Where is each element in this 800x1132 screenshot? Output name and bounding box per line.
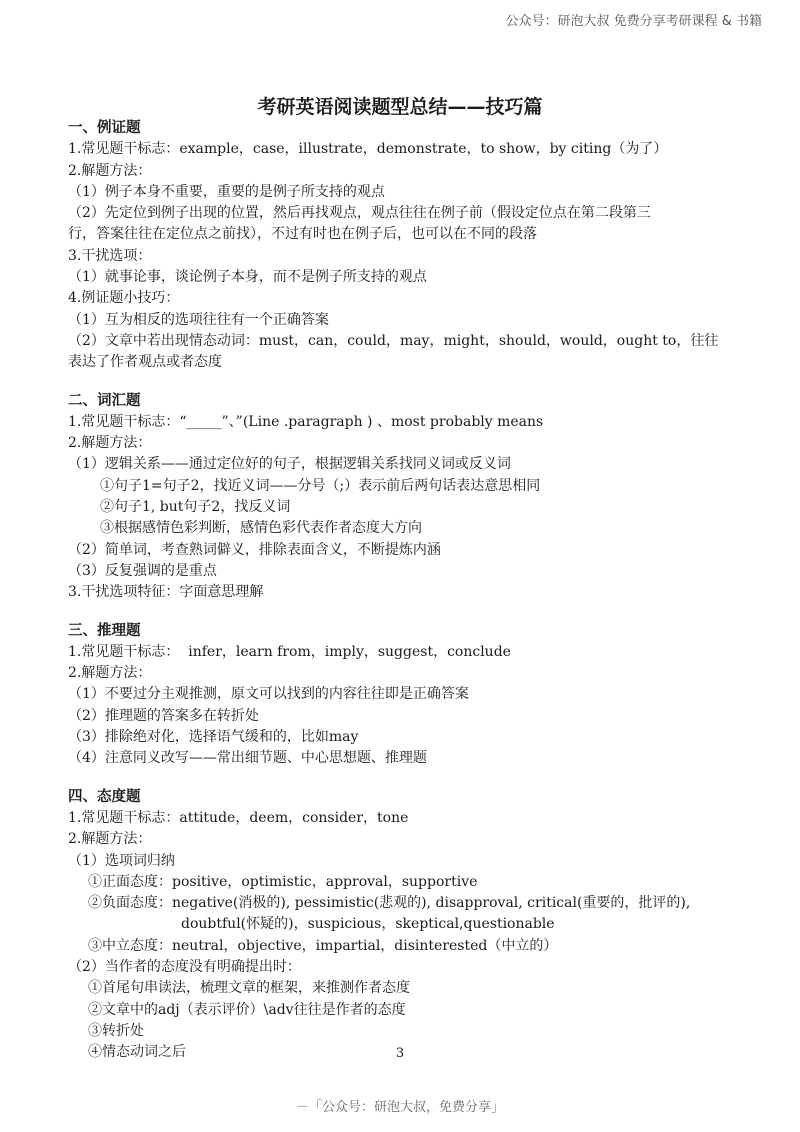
text-line: （2）简单词，考查熟词僻义，排除表面含义，不断提炼内涵 [68, 541, 441, 558]
text-line: ④情态动词之后 [88, 1044, 186, 1061]
section-heading: 二、词汇题 [68, 392, 141, 409]
text-line: ③转折处 [88, 1022, 144, 1039]
section-heading: 一、例证题 [68, 120, 141, 136]
text-line: ③根据感情色彩判断，感情色彩代表作者态度大方向 [100, 520, 422, 537]
section [68, 118, 748, 374]
text-line: 1.常见题干标志：example，case，illustrate，demonstrate，to show，by citing（为了） [68, 141, 668, 158]
text-line: ②负面态度：negative(消极的), pessimistic(悲观的), disapproval, critical(重要的，批评的), [88, 895, 691, 912]
footer-watermark: －「公众号：研泡大叔，免费分享」 [295, 1100, 504, 1115]
document-body [68, 118, 748, 1063]
text-line: （4）注意同义改写——常出细节题、中心思想题、推理题 [68, 750, 427, 767]
text-line: 2.解题方法： [68, 162, 152, 179]
header-watermark: 公众号：研泡大叔 免费分享考研课程 & 书籍 [505, 14, 762, 29]
text-line: 1.常见题干标志：“_____”、”(Line .paragraph ) 、most probably means [68, 413, 544, 430]
text-line: 行，答案往往在定位点之前找），不过有时也在例子后，也可以在不同的段落 [68, 226, 537, 243]
text-line: ①正面态度：positive，optimistic，approval，supportive [88, 873, 478, 890]
text-line: （1）逻辑关系——通过定位好的句子，根据逻辑关系找同义词或反义词 [68, 456, 511, 473]
text-line: （1）互为相反的选项往往有一个正确答案 [68, 311, 329, 328]
text-line: ②文章中的adj（表示评价）\adv往往是作者的态度 [88, 1001, 406, 1018]
text-line: 3.干扰选项： [68, 247, 152, 264]
text-line: doubtful(怀疑的)，suspicious，skeptical,questionable [181, 916, 555, 933]
text-line: 2.解题方法： [68, 435, 152, 452]
text-line: （1）就事论事，谈论例子本身，而不是例子所支持的观点 [68, 269, 427, 286]
section [68, 787, 748, 1064]
text-line: 1.常见题干标志：attitude，deem，consider，tone [68, 809, 409, 826]
text-line: （3）反复强调的是重点 [68, 562, 217, 579]
text-line: （1）选项词归纳 [68, 852, 175, 869]
text-line: 表达了作者观点或者态度 [68, 354, 222, 371]
document-title: 考研英语阅读题型总结——技巧篇 [257, 96, 543, 118]
text-line: ③中立态度：neutral，objective，impartial，disinterested（中立的） [88, 937, 558, 954]
text-line: （2）当作者的态度没有明确提出时： [68, 958, 301, 975]
section-heading: 三、推理题 [68, 622, 141, 639]
text-line: 2.解题方法： [68, 831, 152, 848]
text-line: （2）先定位到例子出现的位置，然后再找观点，观点往往在例子前（假设定位点在第二段第三 [68, 205, 651, 222]
section [68, 391, 748, 604]
text-line: 4.例证题小技巧： [68, 290, 180, 307]
text-line: ②句子1, but句子2，找反义词 [100, 499, 291, 516]
section [68, 621, 748, 770]
text-line: ①句子1=句子2，找近义词——分号（;）表示前后两句话表达意思相同 [100, 477, 541, 494]
page-number: 3 [395, 1046, 405, 1061]
text-line: 1.常见题干标志： infer，learn from，imply，suggest，conclude [68, 643, 511, 660]
text-line: （1）不要过分主观推测，原文可以找到的内容往往即是正确答案 [68, 686, 469, 703]
text-line: 3.干扰选项特征：字面意思理解 [68, 584, 264, 601]
text-line: （2）推理题的答案多在转折处 [68, 707, 259, 724]
text-line: ①首尾句串读法，梳理文章的框架，来推测作者态度 [88, 980, 410, 997]
text-line: （1）例子本身不重要，重要的是例子所支持的观点 [68, 183, 385, 200]
section-heading: 四、态度题 [68, 788, 141, 805]
text-line: （2）文章中若出现情态动词：must，can，could，may，might，should，would，ought to，往往 [68, 332, 719, 349]
text-line: （3）排除绝对化，选择语气缓和的，比如may [68, 729, 359, 746]
text-line: 2.解题方法： [68, 665, 152, 682]
